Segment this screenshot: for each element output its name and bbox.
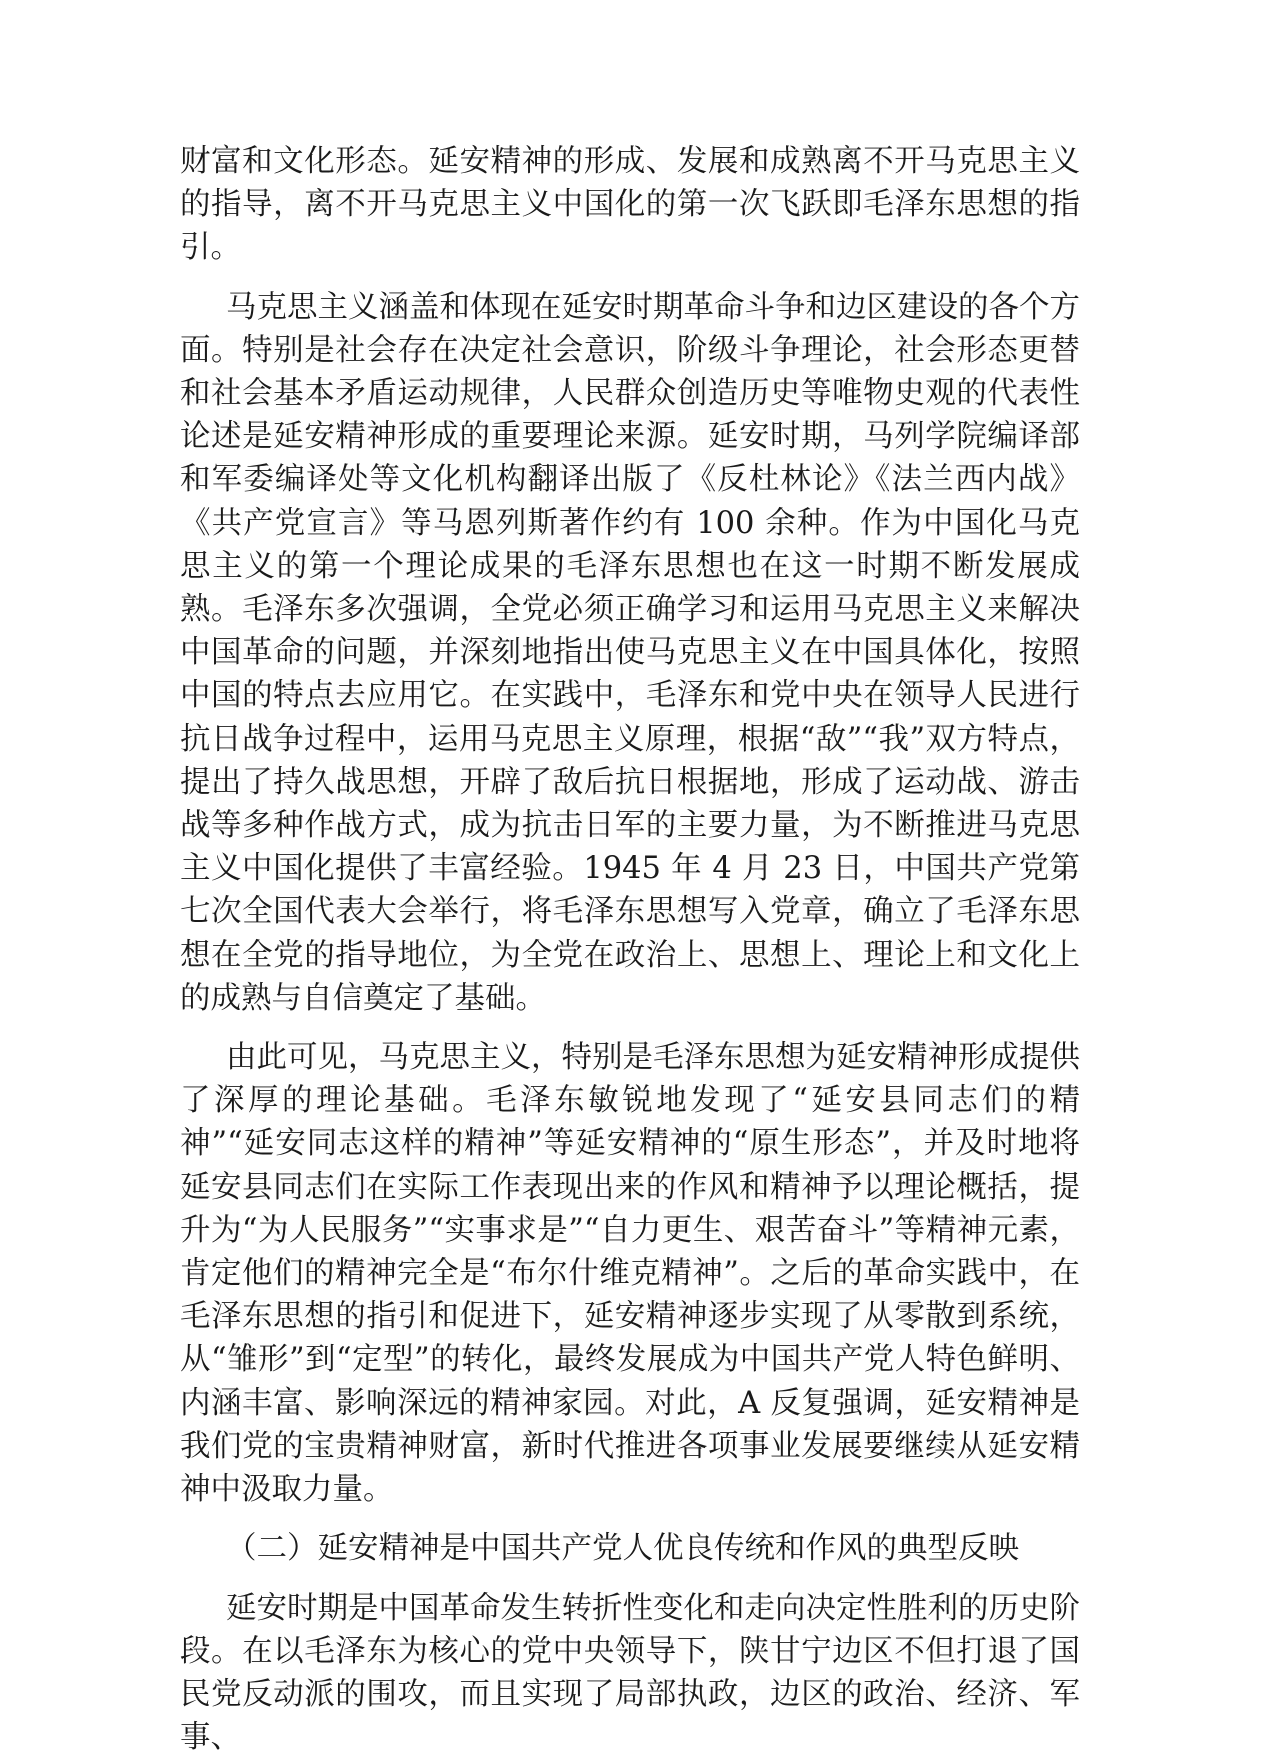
paragraph-theoretical-foundation: 由此可见，马克思主义，特别是毛泽东思想为延安精神形成提供了深厚的理论基础。毛泽东敏锐地发现了“延安县同志们的精神”“延安同志这样的精神”等延安精神的“原生形态”，并及时地将延安县同志们在实际工作表现出来的作风和精神予以理论概括，提升为“为人民服务”“实事求是”“自力更生、艰苦奋斗”等精神元素，肯定他们的精神完全是“布尔什维克精神”。之后的革命实践中，在毛泽东思想的指引和促进下，延安精神逐步实现了从零散到系统，从“雏形”到“定型”的转化，最终发展成为中国共产党人特色鲜明、内涵丰富、影响深远的精神家园。对此，A 反复强调，延安精神是我们党的宝贵精神财富，新时代推进各项事业发展要继续从延安精神中汲取力量。 [180, 1036, 1080, 1511]
paragraph-continued: 财富和文化形态。延安精神的形成、发展和成熟离不开马克思主义的指导，离不开马克思主义中国化的第一次飞跃即毛泽东思想的指引。 [180, 140, 1080, 270]
document-page [180, 140, 1080, 1759]
paragraph-yanan-period: 延安时期是中国革命发生转折性变化和走向决定性胜利的历史阶段。在以毛泽东为核心的党中央领导下，陕甘宁边区不但打退了国民党反动派的围攻，而且实现了局部执政，边区的政治、经济、军事、 [180, 1587, 1080, 1759]
paragraph-marxism-sources: 马克思主义涵盖和体现在延安时期革命斗争和边区建设的各个方面。特别是社会存在决定社会意识，阶级斗争理论，社会形态更替和社会基本矛盾运动规律，人民群众创造历史等唯物史观的代表性论述是延安精神形成的重要理论来源。延安时期，马列学院编译部和军委编译处等文化机构翻译出版了《反杜林论》《法兰西内战》《共产党宣言》等马恩列斯著作约有 100 余种。作为中国化马克思主义的第一个理论成果的毛泽东思想也在这一时期不断发展成熟。毛泽东多次强调，全党必须正确学习和运用马克思主义来解决中国革命的问题，并深刻地指出使马克思主义在中国具体化，按照中国的特点去应用它。在实践中，毛泽东和党中央在领导人民进行抗日战争过程中，运用马克思主义原理，根据“敌”“我”双方特点，提出了持久战思想，开辟了敌后抗日根据地，形成了运动战、游击战等多种作战方式，成为抗击日军的主要力量，为不断推进马克思主义中国化提供了丰富经验。1945 年 4 月 23 日，中国共产党第七次全国代表大会举行，将毛泽东思想写入党章，确立了毛泽东思想在全党的指导地位，为全党在政治上、思想上、理论上和文化上的成熟与自信奠定了基础。 [180, 286, 1080, 1020]
section-heading: （二）延安精神是中国共产党人优良传统和作风的典型反映 [180, 1527, 1080, 1570]
